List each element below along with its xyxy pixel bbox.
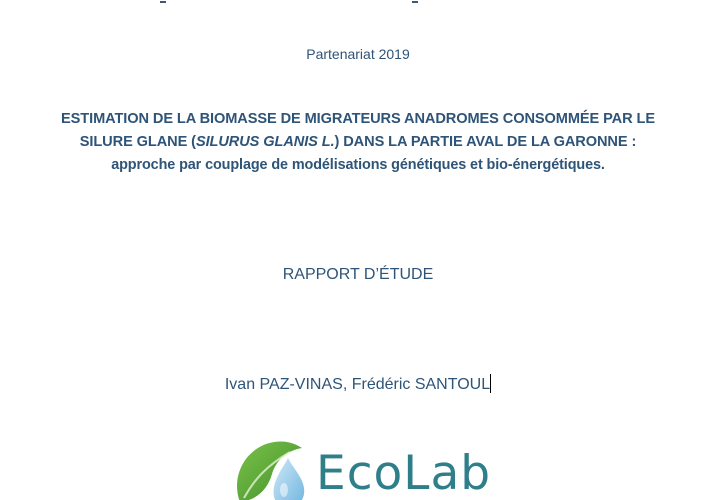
text-cursor: [490, 374, 491, 393]
ecolab-logo: [232, 440, 492, 500]
title-line-1[interactable]: ESTIMATION DE LA BIOMASSE DE MIGRATEURS ANADROMES CONSOMMÉE PAR LE: [61, 111, 655, 127]
title-line-2[interactable]: [0, 131, 710, 154]
title-line-2-start[interactable]: SILURE GLANE (: [79, 134, 196, 150]
report-type[interactable]: RAPPORT D’ÉTUDE: [282, 266, 434, 283]
document-title[interactable]: [0, 108, 710, 177]
leaf-drop-icon: [232, 440, 312, 500]
title-line-3[interactable]: approche par couplage de modélisations génétiques et bio-énergétiques.: [111, 157, 605, 173]
title-line-2-end[interactable]: ) DANS LA PARTIE AVAL DE LA GARONNE :: [334, 134, 637, 150]
authors[interactable]: Ivan PAZ-VINAS, Frédéric SANTOUL: [224, 376, 491, 393]
clipped-text-line: [160, 0, 460, 3]
species-name[interactable]: SILURUS GLANIS L.: [195, 134, 335, 150]
authors-line[interactable]: [0, 374, 710, 394]
partnership-label[interactable]: Partenariat 2019: [306, 46, 410, 62]
logo-text: EcoLab: [316, 446, 492, 500]
